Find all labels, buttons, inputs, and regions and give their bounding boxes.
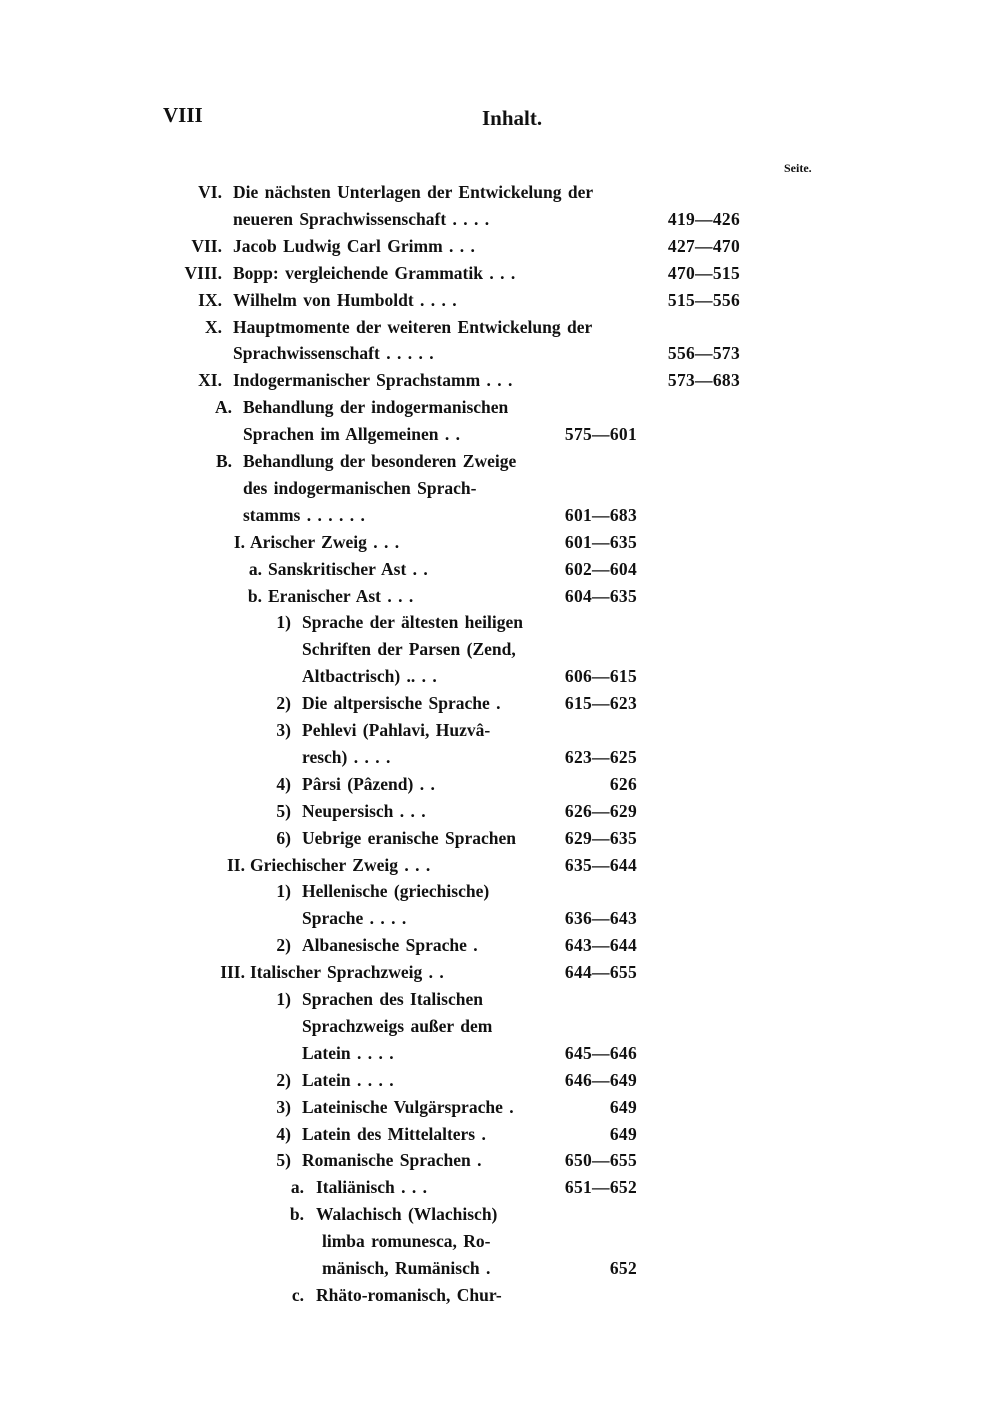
toc-entry-title: Sprachzweigs außer dem bbox=[302, 1015, 493, 1036]
toc-entry-line bbox=[0, 1176, 1000, 1203]
toc-entry-pages: 643—644 bbox=[564, 935, 637, 956]
toc-entry-line bbox=[0, 800, 1000, 827]
toc-entry-title: resch) . . . . bbox=[302, 746, 391, 767]
toc-entry-line bbox=[0, 1284, 1000, 1311]
toc-entry-title: limba romunesca, Ro- bbox=[322, 1231, 491, 1252]
toc-entry-line bbox=[0, 1096, 1000, 1123]
toc-entry-pages: 650—655 bbox=[564, 1150, 637, 1171]
toc-entry-line bbox=[0, 531, 1000, 558]
toc-entry-number: c. bbox=[291, 1284, 304, 1305]
toc-entry-number: VIII. bbox=[184, 262, 222, 283]
toc-entry-pages: 601—635 bbox=[564, 531, 637, 552]
toc-entry-title: Hellenische (griechische) bbox=[302, 881, 490, 902]
toc-entry-pages: 646—649 bbox=[564, 1069, 637, 1090]
toc-entry-title: Eranischer Ast . . . bbox=[268, 585, 414, 606]
toc-entry-title: Schriften der Parsen (Zend, bbox=[302, 639, 516, 660]
toc-entry-title: Sprache . . . . bbox=[302, 908, 407, 929]
toc-entry-title: Walachisch (Wlachisch) bbox=[316, 1204, 498, 1225]
toc-entry-title: Altbactrisch) .. . . bbox=[302, 666, 437, 687]
toc-entry-number: VI. bbox=[198, 182, 222, 202]
toc-entry-line bbox=[0, 638, 1000, 665]
toc-entry-title: Sanskritischer Ast . . bbox=[268, 558, 428, 579]
toc-entry-number: 4) bbox=[276, 773, 291, 794]
toc-entry-title: Albanesische Sprache . bbox=[302, 935, 478, 956]
toc-entry-title: Behandlung der indogermanischen bbox=[243, 397, 509, 418]
toc-entry-line bbox=[0, 719, 1000, 746]
toc-entry-number: IX. bbox=[198, 289, 222, 310]
toc-entry-pages: 626 bbox=[609, 773, 637, 794]
toc-entry-title: Arischer Zweig . . . bbox=[250, 531, 400, 552]
toc-entry-title: Pârsi (Pâzend) . . bbox=[302, 773, 435, 794]
toc-entry-line bbox=[0, 827, 1000, 854]
page-folio: VIII bbox=[163, 103, 203, 127]
toc-entry-line bbox=[0, 611, 1000, 638]
toc-entry-pages: 636—643 bbox=[564, 908, 637, 929]
toc-entry-line bbox=[0, 1015, 1000, 1042]
toc-entry-pages: 626—629 bbox=[564, 800, 637, 821]
toc-entry-number: 2) bbox=[276, 1069, 291, 1090]
toc-entry-title: Latein des Mittelalters . bbox=[302, 1123, 486, 1144]
toc-entry-title: Latein . . . . bbox=[302, 1042, 394, 1063]
toc-entry-line bbox=[0, 961, 1000, 988]
toc-entry-title: Rhäto-romanisch, Chur- bbox=[316, 1284, 502, 1305]
toc-entry-number: 4) bbox=[276, 1123, 291, 1144]
toc-entry-line bbox=[0, 907, 1000, 934]
toc-entry-title: Sprachen des Italischen bbox=[302, 989, 483, 1009]
toc-entry-title: Uebrige eranische Sprachen bbox=[302, 827, 516, 848]
toc-entry-line bbox=[0, 423, 1000, 450]
toc-entry-line bbox=[0, 396, 1000, 423]
toc-entry-line bbox=[0, 235, 1000, 262]
toc-entry-number: II. bbox=[227, 854, 245, 875]
toc-entry-number: 1) bbox=[276, 881, 291, 902]
toc-entry-number: b. bbox=[247, 585, 262, 606]
toc-entry-pages: 606—615 bbox=[564, 666, 637, 687]
toc-entry-number: 1) bbox=[276, 612, 291, 633]
toc-entry-line bbox=[0, 262, 1000, 289]
toc-entry-pages: 470—515 bbox=[667, 262, 740, 283]
toc-entry-line bbox=[0, 369, 1000, 396]
toc-entry-number: 2) bbox=[276, 935, 291, 956]
toc-entry-pages: 604—635 bbox=[564, 585, 637, 606]
toc-entry-line bbox=[0, 450, 1000, 477]
toc-entry-number: 3) bbox=[276, 720, 291, 740]
toc-entry-number: VII. bbox=[191, 235, 222, 256]
toc-entry-line bbox=[0, 558, 1000, 585]
toc-entry-title: stamms . . . . . . bbox=[243, 504, 365, 525]
toc-entry-pages: 602—604 bbox=[564, 558, 637, 579]
toc-entry-title: Italiänisch . . . bbox=[316, 1177, 428, 1198]
toc-entry-title: Sprachen im Allgemeinen . . bbox=[243, 424, 461, 445]
toc-entry-title: Jacob Ludwig Carl Grimm . . . bbox=[233, 235, 475, 256]
toc-entry-line bbox=[0, 342, 1000, 369]
toc-entry-line bbox=[0, 316, 1000, 343]
toc-entry-pages: 615—623 bbox=[564, 693, 637, 714]
toc-entry-line bbox=[0, 289, 1000, 316]
toc-entry-pages: 427—470 bbox=[667, 235, 740, 256]
toc-entry-line bbox=[0, 1149, 1000, 1176]
toc-entry-pages: 652 bbox=[609, 1258, 637, 1278]
toc-entry-line bbox=[0, 477, 1000, 504]
toc-entry-title: neueren Sprachwissenschaft . . . . bbox=[233, 208, 490, 229]
toc-entry-pages: 635—644 bbox=[564, 854, 637, 875]
toc-entry-title: Neupersisch . . . bbox=[302, 800, 426, 821]
toc-entry-line bbox=[0, 692, 1000, 719]
toc-entry-number: 1) bbox=[276, 989, 291, 1009]
toc-entry-line bbox=[0, 773, 1000, 800]
toc-entry-line bbox=[0, 854, 1000, 881]
toc-entry-pages: 556—573 bbox=[667, 343, 740, 364]
toc-entry-title: Latein . . . . bbox=[302, 1069, 394, 1090]
toc-entry-line bbox=[0, 1203, 1000, 1230]
toc-entry-title: Die nächsten Unterlagen der Entwickelung der bbox=[233, 182, 594, 202]
toc-entry-pages: 651—652 bbox=[564, 1177, 637, 1198]
toc-entry-title: Griechischer Zweig . . . bbox=[250, 854, 431, 875]
toc-entry-title: Die altpersische Sprache . bbox=[302, 693, 501, 714]
toc-entry-title: Romanische Sprachen . bbox=[302, 1150, 482, 1171]
toc-entry-number: A. bbox=[214, 397, 232, 418]
toc-entry-pages: 419—426 bbox=[667, 208, 740, 229]
toc-entry-pages: 629—635 bbox=[564, 827, 637, 848]
toc-entry-line bbox=[0, 665, 1000, 692]
toc-entry-title: Sprachwissenschaft . . . . . bbox=[233, 343, 434, 364]
toc-entry-pages: 623—625 bbox=[564, 746, 637, 767]
toc-entry-line bbox=[0, 181, 1000, 208]
toc-entry-number: 3) bbox=[276, 1096, 291, 1117]
toc-entry-pages: 649 bbox=[609, 1123, 637, 1144]
toc-entry-pages: 573—683 bbox=[667, 370, 740, 391]
toc-entry-number: I. bbox=[233, 531, 245, 552]
toc-entry-number: X. bbox=[204, 316, 222, 337]
page-column-label: Seite. bbox=[784, 161, 812, 175]
toc-entry-line bbox=[0, 988, 1000, 1015]
toc-entry-pages: 515—556 bbox=[667, 289, 740, 310]
toc-entry-line bbox=[0, 934, 1000, 961]
toc-entry-title: Bopp: vergleichende Grammatik . . . bbox=[233, 262, 516, 283]
toc-entry-line bbox=[0, 880, 1000, 907]
toc-entry-pages: 575—601 bbox=[564, 424, 637, 445]
toc-entry-line bbox=[0, 585, 1000, 612]
toc-entry-line bbox=[0, 1042, 1000, 1069]
toc-entry-number: 2) bbox=[276, 693, 291, 714]
toc-entry-number: 5) bbox=[276, 800, 291, 821]
toc-entry-title: Wilhelm von Humboldt . . . . bbox=[233, 289, 457, 310]
toc-entry-number: B. bbox=[215, 451, 232, 471]
toc-entry-number: XI. bbox=[198, 370, 222, 391]
toc-entry-title: Hauptmomente der weiteren Entwickelung der bbox=[233, 316, 593, 337]
toc-entry-line bbox=[0, 504, 1000, 531]
toc-entry-pages: 649 bbox=[609, 1096, 637, 1117]
toc-entry-line bbox=[0, 1123, 1000, 1150]
toc-entry-line bbox=[0, 208, 1000, 235]
toc-entry-number: a. bbox=[290, 1177, 304, 1198]
toc-entry-title: Indogermanischer Sprachstamm . . . bbox=[233, 370, 513, 391]
toc-entry-number: III. bbox=[220, 962, 245, 983]
toc-entry-pages: 645—646 bbox=[564, 1042, 637, 1063]
toc-entry-line bbox=[0, 746, 1000, 773]
toc-entry-title: des indogermanischen Sprach- bbox=[243, 477, 477, 498]
toc-entry-number: 6) bbox=[276, 827, 291, 848]
toc-entry-title: Italischer Sprachzweig . . bbox=[250, 962, 444, 983]
toc-entry-pages: 601—683 bbox=[564, 504, 637, 525]
running-title: Inhalt. bbox=[482, 106, 543, 130]
toc-entry-number: 5) bbox=[276, 1150, 291, 1171]
toc-entry-number: b. bbox=[289, 1204, 304, 1225]
toc-entry-title: Pehlevi (Pahlavi, Huzvâ- bbox=[302, 720, 491, 740]
toc-entry-line bbox=[0, 1257, 1000, 1284]
toc-entry-line bbox=[0, 1230, 1000, 1257]
toc-entry-line bbox=[0, 1069, 1000, 1096]
toc-entry-title: mänisch, Rumänisch . bbox=[322, 1258, 491, 1278]
toc-entry-pages: 644—655 bbox=[564, 962, 637, 983]
toc-entry-number: a. bbox=[248, 558, 262, 579]
toc-entry-title: Lateinische Vulgärsprache . bbox=[302, 1096, 514, 1117]
toc-entry-title: Behandlung der besonderen Zweige bbox=[243, 451, 517, 471]
toc-entry-title: Sprache der ältesten heiligen bbox=[302, 612, 524, 633]
